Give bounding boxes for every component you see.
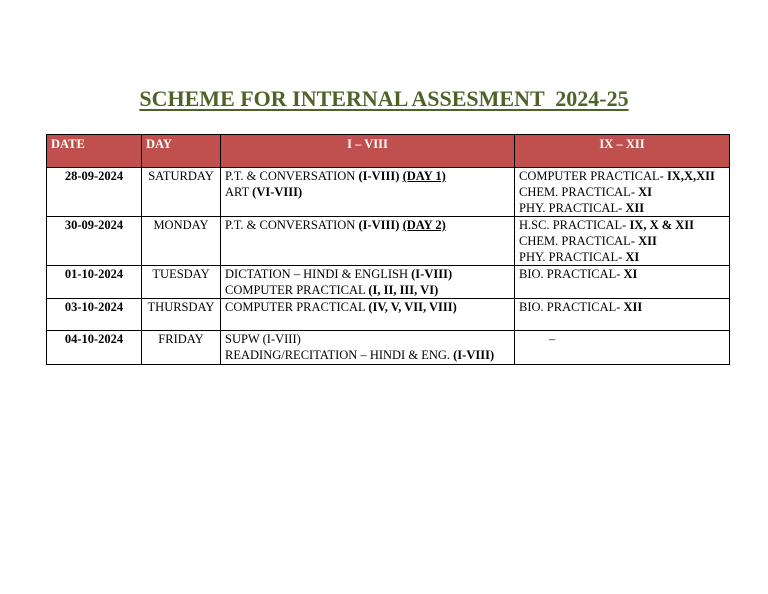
activity-line: COMPUTER PRACTICAL (IV, V, VII, VIII) xyxy=(225,300,457,314)
row-classes-ix-xii xyxy=(515,299,730,331)
row-classes-ix-xii xyxy=(515,168,730,217)
row-classes-ix-xii xyxy=(515,266,730,299)
row-classes-ix-xii xyxy=(515,217,730,266)
activity-line: DICTATION – HINDI & ENGLISH (I-VIII) xyxy=(225,267,453,281)
row-day: TUESDAY xyxy=(142,266,221,299)
header-day: DAY xyxy=(142,135,221,168)
activity-line: COMPUTER PRACTICAL- IX,X,XII xyxy=(519,169,715,183)
activity-line: CHEM. PRACTICAL- XI xyxy=(519,185,653,199)
empty-cell-dash: – xyxy=(549,332,556,346)
row-date: 01-10-2024 xyxy=(47,266,142,299)
row-date: 28-09-2024 xyxy=(47,168,142,217)
row-classes-i-viii xyxy=(221,299,515,331)
activity-line: SUPW (I-VIII) xyxy=(225,332,301,346)
activity-line: P.T. & CONVERSATION (I-VIII) (DAY 2) xyxy=(225,218,446,232)
activity-line: READING/RECITATION – HINDI & ENG. (I-VIII) xyxy=(225,348,495,362)
table-row xyxy=(47,266,730,299)
activity-line: COMPUTER PRACTICAL (I, II, III, VI) xyxy=(225,283,439,297)
activity-line: ART (VI-VIII) xyxy=(225,185,303,199)
header-classes-ix-xii: IX – XII xyxy=(515,135,730,168)
header-classes-i-viii: I – VIII xyxy=(221,135,515,168)
row-date: 04-10-2024 xyxy=(47,331,142,365)
table-row xyxy=(47,217,730,266)
row-classes-i-viii xyxy=(221,168,515,217)
row-classes-i-viii xyxy=(221,266,515,299)
activity-line: CHEM. PRACTICAL- XII xyxy=(519,234,657,248)
activity-line: BIO. PRACTICAL- XII xyxy=(519,300,643,314)
table-row xyxy=(47,299,730,331)
row-classes-i-viii xyxy=(221,217,515,266)
row-day: MONDAY xyxy=(142,217,221,266)
row-date: 03-10-2024 xyxy=(47,299,142,331)
row-classes-i-viii xyxy=(221,331,515,365)
row-day: FRIDAY xyxy=(142,331,221,365)
table-row xyxy=(47,331,730,365)
activity-line: P.T. & CONVERSATION (I-VIII) (DAY 1) xyxy=(225,169,446,183)
activity-line: PHY. PRACTICAL- XII xyxy=(519,201,645,215)
activity-line: BIO. PRACTICAL- XI xyxy=(519,267,638,281)
page-title: SCHEME FOR INTERNAL ASSESMENT 2024-25 xyxy=(139,86,629,111)
table-header-row xyxy=(47,135,730,168)
assessment-schedule-table xyxy=(46,134,730,365)
row-date: 30-09-2024 xyxy=(47,217,142,266)
row-day: SATURDAY xyxy=(142,168,221,217)
row-classes-ix-xii xyxy=(515,331,730,365)
row-day: THURSDAY xyxy=(142,299,221,331)
table-row xyxy=(47,168,730,217)
activity-line: PHY. PRACTICAL- XI xyxy=(519,250,640,264)
header-date: DATE xyxy=(47,135,142,168)
activity-line: H.SC. PRACTICAL- IX, X & XII xyxy=(519,218,695,232)
